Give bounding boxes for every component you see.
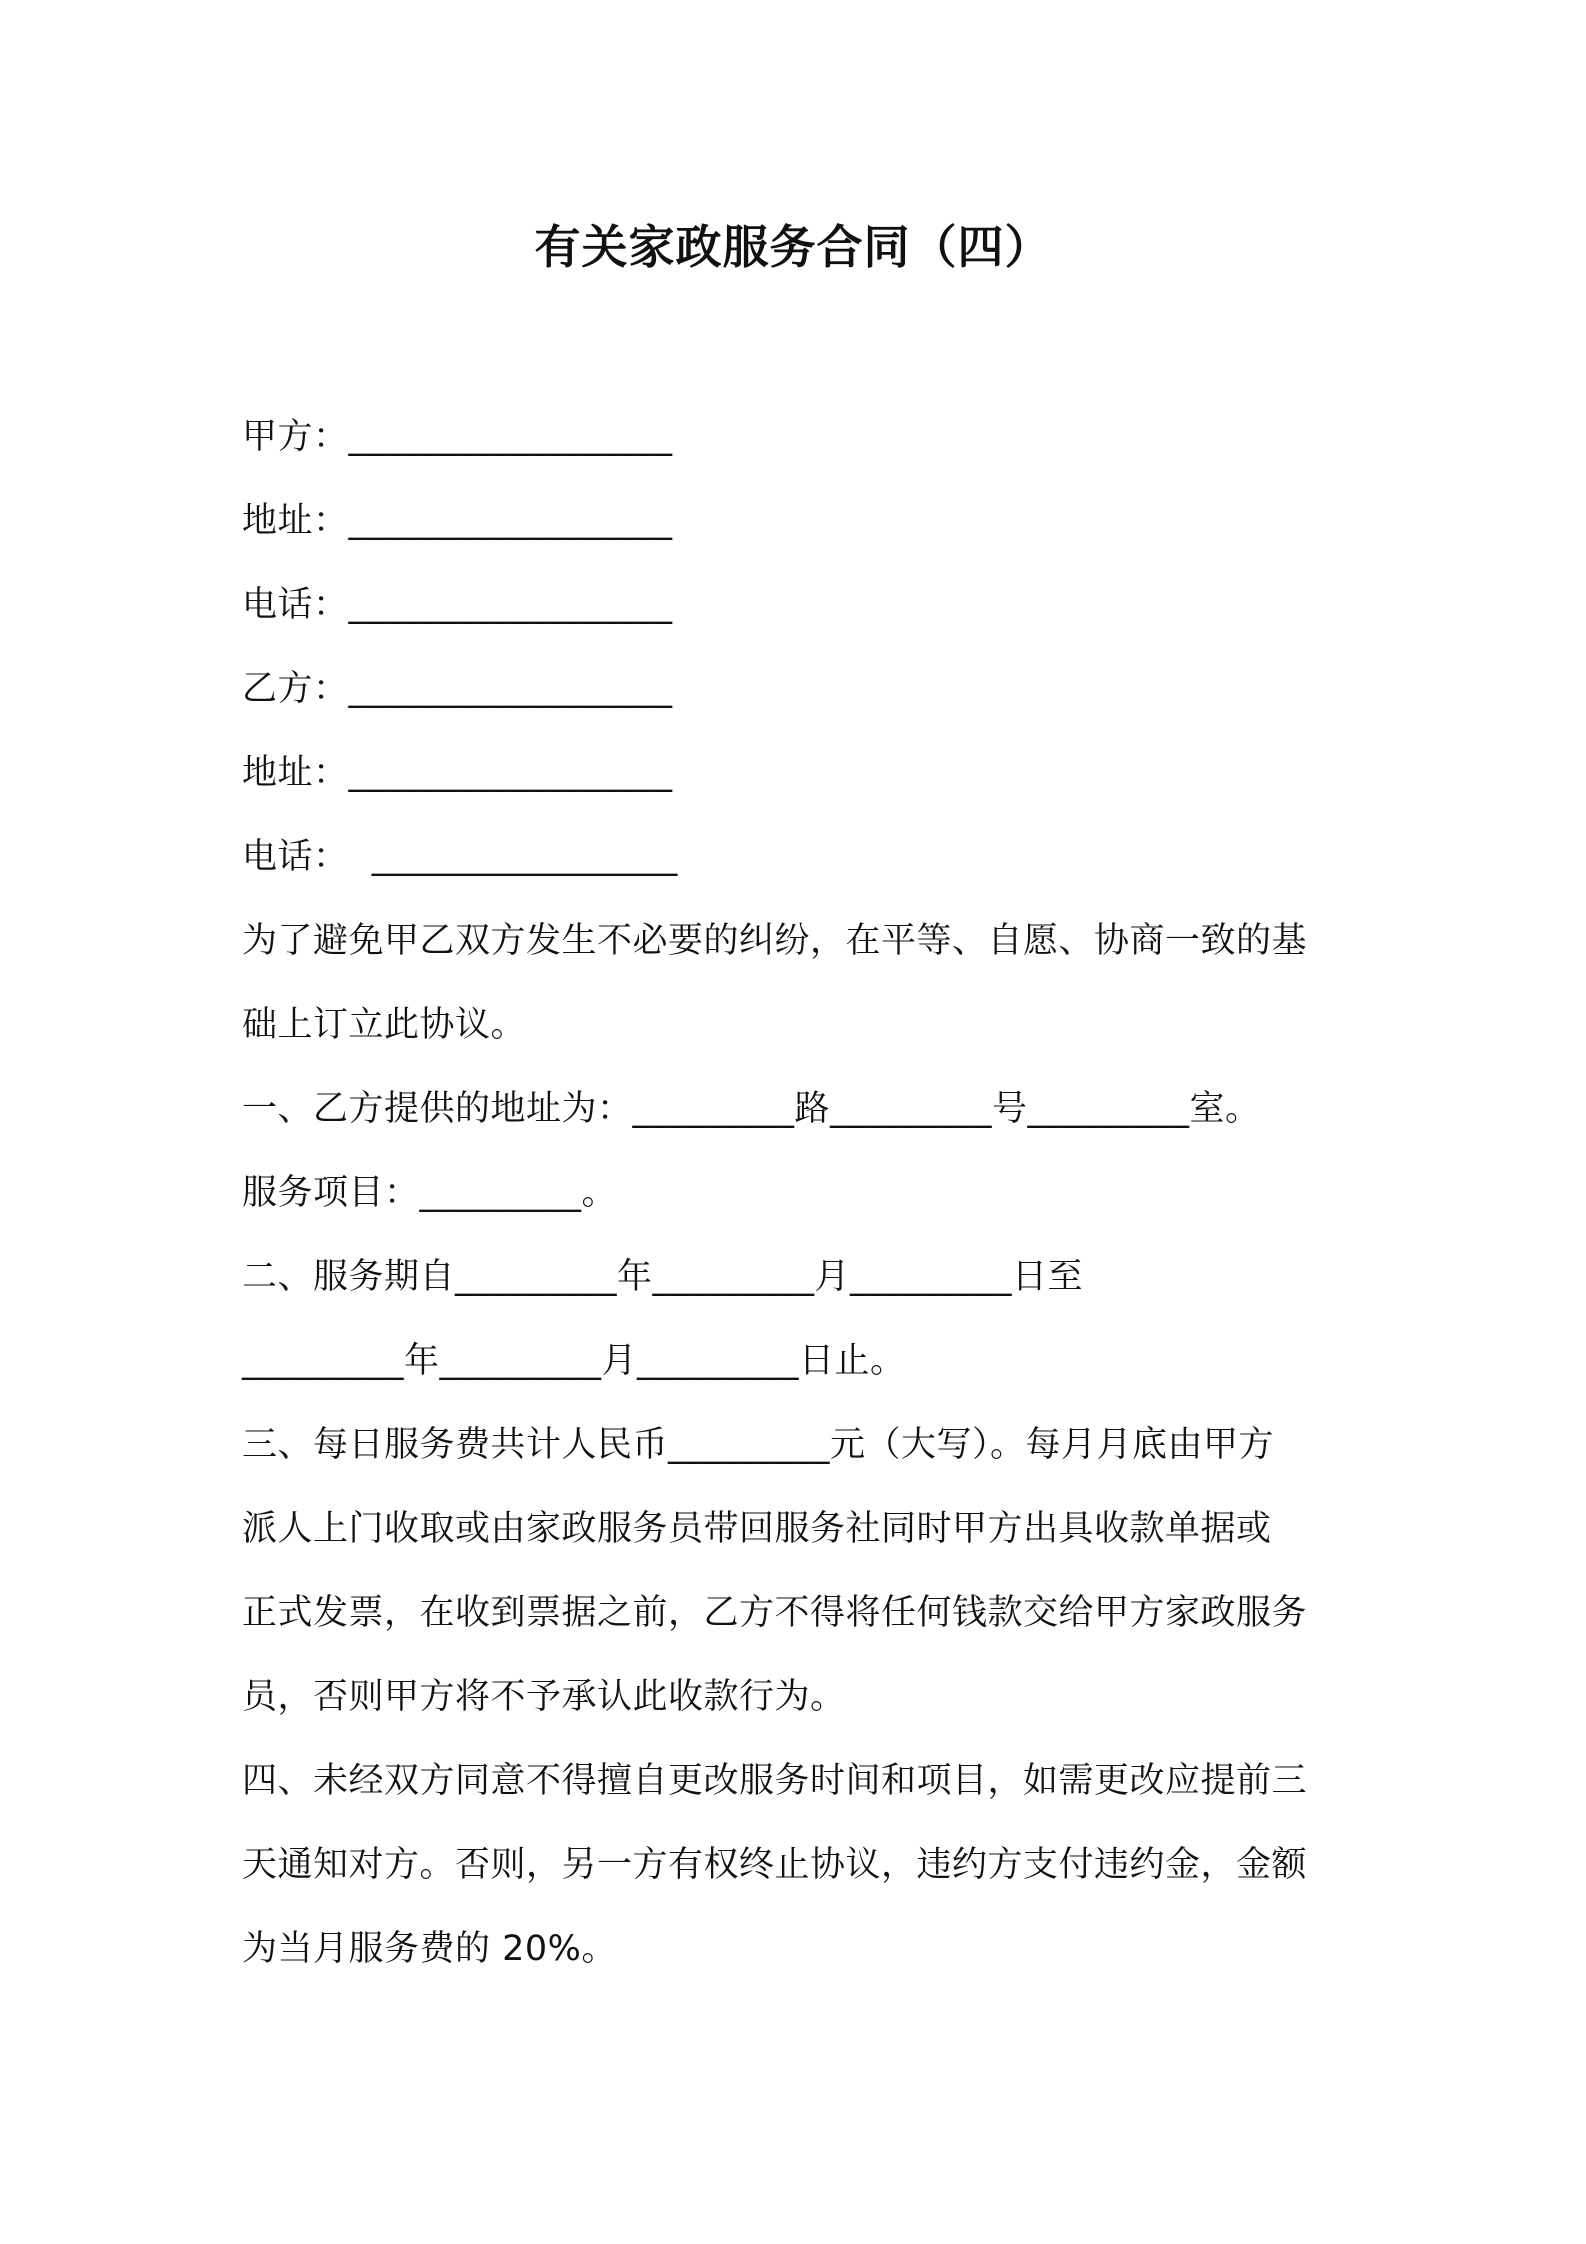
clause-1-line-2: 服务项目：_________。 bbox=[242, 1173, 618, 1213]
party-a-name-line: 甲方：__________________ bbox=[242, 417, 673, 457]
clause-3-line-4: 员，否则甲方将不予承认此收款行为。 bbox=[242, 1677, 846, 1717]
clause-3-line-3: 正式发票，在收到票据之前，乙方不得将任何钱款交给甲方家政服务 bbox=[242, 1593, 1308, 1633]
party-b-phone-line: 电话： _________________ bbox=[242, 837, 678, 877]
preamble-line-1: 为了避免甲乙双方发生不必要的纠纷，在平等、自愿、协商一致的基 bbox=[242, 921, 1308, 961]
clause-1-line-1: 一、乙方提供的地址为：_________路_________号_________室。 bbox=[242, 1089, 1261, 1129]
clause-4-line-2: 天通知对方。否则，另一方有权终止协议，违约方支付违约金，金额 bbox=[242, 1845, 1308, 1885]
clause-4-line-1: 四、未经双方同意不得擅自更改服务时间和项目，如需更改应提前三 bbox=[242, 1761, 1308, 1801]
document-title: 有关家政服务合同（四） bbox=[534, 220, 1052, 274]
clause-3-line-1: 三、每日服务费共计人民币_________元（大写）。每月月底由甲方 bbox=[242, 1425, 1275, 1465]
clause-3-line-2: 派人上门收取或由家政服务员带回服务社同时甲方出具收款单据或 bbox=[242, 1509, 1272, 1549]
party-b-name-line: 乙方：__________________ bbox=[242, 669, 673, 709]
preamble-line-2: 础上订立此协议。 bbox=[242, 1005, 527, 1045]
clause-2-line-2: _________年_________月_________日止。 bbox=[242, 1341, 906, 1381]
party-a-phone-line: 电话：__________________ bbox=[242, 585, 673, 625]
party-b-address-line: 地址：__________________ bbox=[242, 753, 673, 793]
clause-2-line-1: 二、服务期自_________年_________月_________日至 bbox=[242, 1257, 1084, 1297]
clause-4-line-3: 为当月服务费的 20%。 bbox=[242, 1929, 617, 1969]
party-a-address-line: 地址：__________________ bbox=[242, 501, 673, 541]
